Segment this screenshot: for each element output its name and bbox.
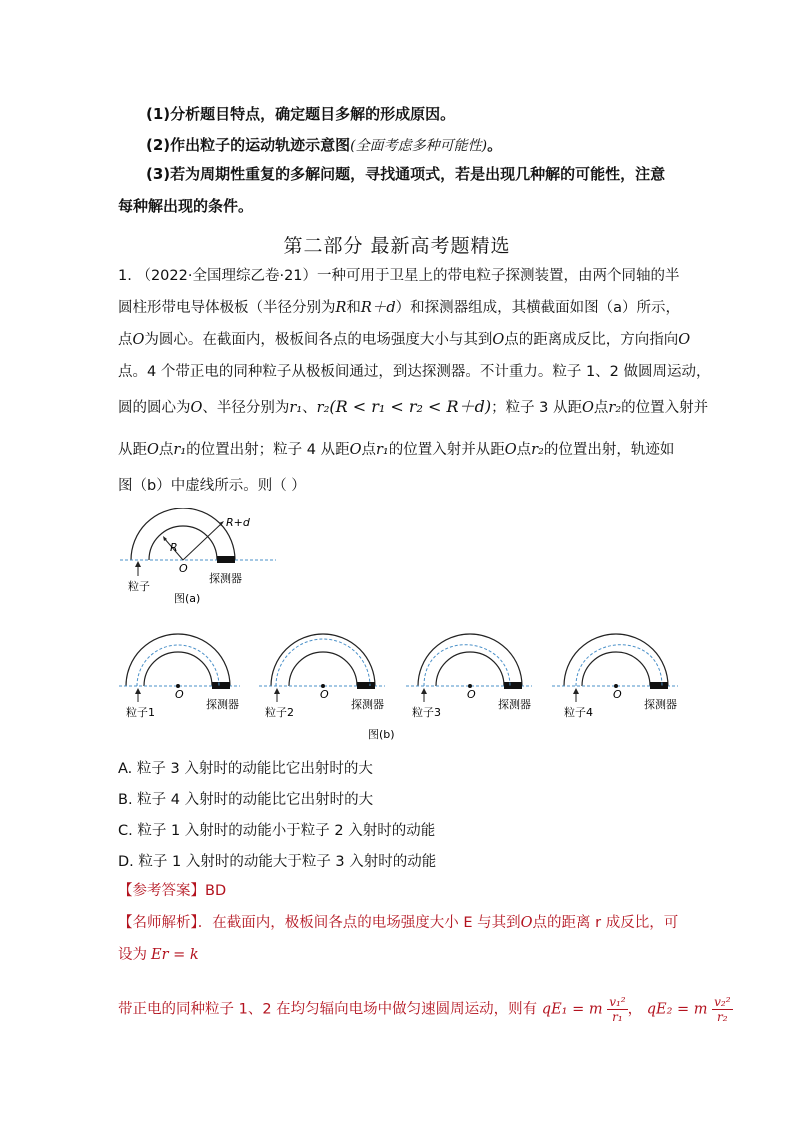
tip-2-end: 。 [487,136,503,154]
outer-plate [271,634,375,686]
q-text: 的位置出射，轨迹如 [543,442,675,458]
figure-b-panel-4 [552,634,678,719]
fraction-1-den: r₁ [612,1010,623,1024]
q-text: 从距 [118,442,147,458]
q-Rd: R＋d [360,300,396,316]
label-detector: 探测器 [206,698,239,711]
tip-2-text: (2)作出粒子的运动轨迹示意图 [146,136,351,154]
section-title: 第二部分 最新高考题精选 [283,235,511,257]
q-text: 为圆心。在截面内，极板间各点的电场强度大小与其到 [144,332,493,348]
tip-3: (3)若为周期性重复的多解问题，寻找通项式，若是出现几种解的可能性，注意每种解出现的条件。 [118,165,666,215]
label-O: O [320,688,329,701]
question-line-2 [118,297,680,319]
inner-plate [144,652,212,686]
label-Rd: R+d [226,516,250,529]
analysis-text: 设为 [118,947,147,963]
q-r2: r₂ [608,400,622,416]
q-R: R [335,300,347,316]
outer-plate [418,634,522,686]
q-text: 圆的圆心为 [118,400,191,416]
q-r2: r₂ [316,400,330,416]
detector-block [212,682,230,689]
option-c: C. 粒子 1 入射时的动能小于粒子 2 入射时的动能 [118,823,436,839]
q-text: ）和探测器组成，其横截面如图（a）所示， [395,300,681,316]
tip-2-note: (全面考虑多种可能性) [350,138,488,154]
q-text: 的位置入射并从距 [388,442,505,458]
caption-a: 图(a) [174,592,201,605]
analysis-text: 带正电的同种粒子 1、2 在均匀辐向电场中做匀速圆周运动，则有 [118,1001,538,1018]
option-b: B. 粒子 4 入射时的动能比它出射时的大 [118,792,374,808]
figure-b [118,630,678,745]
particle-arrowhead [573,688,579,694]
label-particle: 粒子4 [564,706,593,719]
label-particle: 粒子 [128,580,150,593]
particle-arrowhead [421,688,427,694]
label-R: R [170,541,178,554]
detector-block [650,682,668,689]
detector-block [357,682,375,689]
particle-arrowhead [135,561,141,567]
outer-plate-outer [118,508,133,560]
q-text: 点 [361,442,376,458]
label-detector: 探测器 [644,698,677,711]
particle-arrowhead [135,688,141,694]
label-detector: 探测器 [498,698,531,711]
q-text: ；粒子 3 从距 [491,400,583,416]
analysis-text: 【名师解析】．在截面内，极板间各点的电场强度大小 E 与其到 [118,915,521,931]
q-O: O [582,400,594,416]
q-O: O [504,442,517,458]
question-line-1: 1. （2022·全国理综乙卷·21）一种可用于卫星上的带电粒子探测装置，由两个同轴的半 [118,268,680,284]
tip-1: (1)分析题目特点，确定题目多解的形成原因。 [146,105,456,123]
q-sep: 、 [302,400,317,416]
q-O: O [349,442,362,458]
question-line-3 [118,329,690,351]
particle-arrowhead [274,688,280,694]
outer-plate [131,508,235,560]
fraction-2 [712,995,732,1024]
q-text: 的位置出射；粒子 4 从距 [186,442,350,458]
figure-b-panel-2 [259,634,385,719]
question-line-7: 图（b）中虚线所示。则（ ） [118,478,306,494]
question-line-5 [118,396,708,419]
label-O: O [467,688,476,701]
q-and: 和 [346,300,361,316]
equation-qE2: qE₂ = m [646,1001,708,1018]
inner-plate [289,652,357,686]
equation-qE1: qE₁ = m [541,1001,603,1018]
equation-Er-k: Er = k [151,947,199,963]
q-O: O [132,332,145,348]
q-r1: r₁ [173,442,187,458]
analysis-comma: ， [627,1001,643,1018]
inner-plate [582,652,650,686]
label-particle: 粒子3 [412,706,441,719]
q-text: 点 [593,400,609,416]
caption-b: 图(b) [368,728,395,741]
outer-plate [564,634,668,686]
label-O: O [179,562,188,575]
inner-plate [436,652,504,686]
q-text: 点 [158,442,174,458]
q-inequality: (R < r₁ < r₂ < R＋d) [329,397,492,416]
fraction-2-num: v₂² [714,995,731,1009]
analysis-text: 点的距离 r 成反比，可 [532,915,679,931]
q-O: O [147,442,159,458]
particle-trajectory [137,645,219,686]
label-O: O [613,688,622,701]
analysis-line-2 [118,944,199,966]
analysis-line-3 [118,995,733,1024]
reference-answer: 【参考答案】BD [118,883,227,899]
fraction-1-num: v₁² [609,995,626,1009]
q-text: 点 [118,332,133,348]
outer-plate [126,634,230,686]
label-detector: 探测器 [351,698,384,711]
question-line-6 [118,439,674,461]
label-particle: 粒子1 [126,706,155,719]
q-r2: r₂ [531,442,544,458]
q-text: 点 [516,442,532,458]
q-O: O [678,332,691,348]
q-text: 的位置入射并 [621,400,709,416]
inner-plate [149,526,217,560]
detector-block [504,682,522,689]
label-detector: 探测器 [209,572,242,585]
q-text: 、半径分别为 [202,400,290,416]
q-O: O [492,332,505,348]
q-text: 圆柱形带电导体极板（半径分别为 [118,300,336,316]
tip-2 [146,134,502,157]
q-O: O [190,400,203,416]
analysis-O: O [520,915,533,931]
figure-a [118,508,278,608]
analysis-line-1 [118,912,678,934]
q-r1: r₁ [375,442,389,458]
detector-block [217,556,235,563]
question-line-4: 点。4 个带正电的同种粒子从极板间通过，到达探测器。不计重力。粒子 1、2 做圆周运动， [118,364,711,380]
q-text: 点的距离成反比，方向指向 [504,332,679,348]
label-particle: 粒子2 [265,706,294,719]
fraction-1 [607,995,627,1024]
label-O: O [175,688,184,701]
figure-b-panel-1 [118,634,240,719]
q-r1: r₁ [289,400,303,416]
figure-b-panel-3 [406,634,532,719]
option-d: D. 粒子 1 入射时的动能大于粒子 3 入射时的动能 [118,854,437,870]
option-a: A. 粒子 3 入射时的动能比它出射时的大 [118,761,373,777]
fraction-2-den: r₂ [717,1010,728,1024]
